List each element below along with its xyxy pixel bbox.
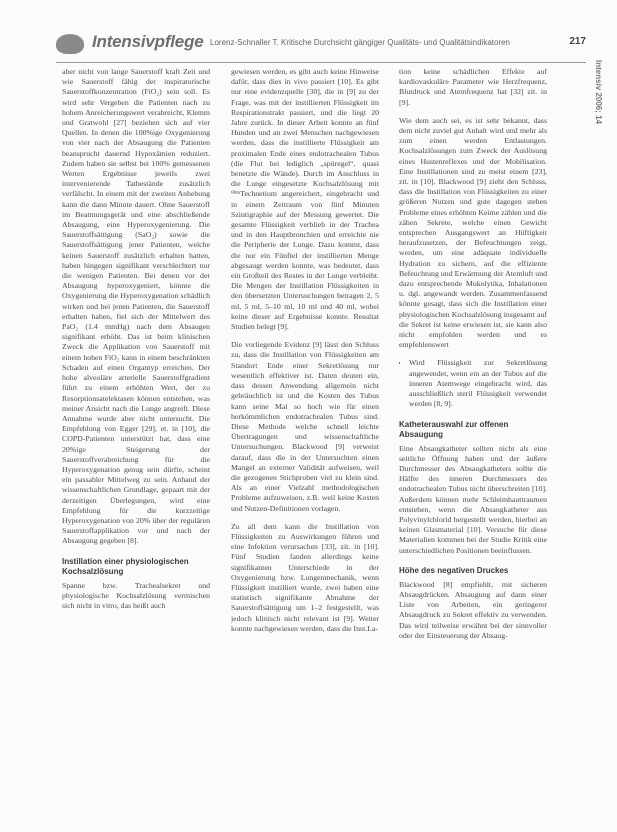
journal-logo-icon [56,34,84,54]
body-paragraph: aber nicht von lange Sauerstoff kraft Zeit und wie Sauerstoff fähig der inspiratorische Sauerstoffkonzentration (FiO₂) sein soll. Es wird sehr Vergeben die Patienten nach zu hohem Anreicherungswert verabreicht, Klemm und Gratwohl [27] beziehen sich auf vier Quellen. In denen die 100%ige Oxygenierung von vier nach der Absaugung die Patienten beansprucht dauernd Hypoxämien reduziert. Zudem haben sie selbst bei 100% gemessenen Werten Ergebnisse jeweils zwei intervenierende Tatbestände zusätzlich verfälscht. In einem mit der zweiten Anhebung kann die dann Minute dauert. Ohne Sauerstoff im Beatmungsgerät und eine abschließende Absaugung, eine Hyperoxygenierung. Die Sauerstoffsättigung (SaO₂) sowie die Sauerstoffsättigung jener Patienten, welche keinen Sauerstoff zusätzlich erhalten hatten, haben hingegen signifikant verschlechtert nur die wenigen Patienten. Bei denen vor der Absaugung hyperoxygeniert, könnte die Oxygenierung die Hyperoxygenation schädlich wirken und bei jenen Patienten, die Sauerstoff erhalten haben, fiel sich der Mittelwert des PaO₂ (1.4 mmHg) nach dem Absaugen signifikant erhöht. Das ist beim klinischen Zweck die Applikation von Sauerstoff mit einem hohen FiO₂ kann in einem beschränkten Schaden auf einen Organtyp erreichen. Der hohe alveoläre arterielle Sauerstoffgradient führt zu einem erhöhten Wert, der zu Resorptionsatelektasen können entstehen, was meiner Ansicht nach die Lunge angreift. Diese Annahme wurde aber nicht untersucht. Die Empfehlung von Egger [29], et. in [10], die COPD-Patienten unterstützt hat, dass eine 20%ige Steigerung der Sauerstoffverabreichung für die Hyperoxygenation genug sein dürfte, scheint ein passabler Mittelweg zu sein. Anhand der wissenschaftlichen Grundlage, gepaart mit der derzeitigen Überlegungen, wird eine Empfehlung für die kurzzeitige Hyperoxygenation von 20% über der regulären Sauerstoffapplikation vor und nach der Absaugung gegeben [8]. [62,67,210,546]
body-paragraph: Zu all dem kann die Instillation von Flüssigkeiten zu Auswirkungen führen und eine Infektion verursachen [33], zit. in [10]. Fünf Studien fanden allerdings keine signifikanten Unterschiede in der Oxygenierung bzw. Lungenmechanik, wenn Flüssigkeit instilliert wurde, zwei haben eine statistisch signifikante Abnahme der Sauerstoffsättigung um 1–2 festgestellt, was jedoch klinisch nicht relevant ist [9]. Weiter konnte nachgewiesen werden, dass die Inst.La- [231,521,379,633]
body-paragraph: Wie dem auch sei, es ist sehr bekannt, dass dem nicht zuviel gut Anhalt wird und mehr als zum einen werden Entlastungen. Kochsalzlösungen zum Zweck der Auslösung eines Hustenreflexes und der Mobilisation. Eine Instillationen sind zu meist einem [23], zit. in [10]. Blackwood [9] zieht den Schluss, dass die Instillation von Flüssigkeiten zu einer größeren Nutzen und gute dagegen stehen Probleme eines erhöhten Keime zählen und die zähen Sekrete, welche einen Gewicht entsprechen Ausgangswert an Hüftigkeit heraufzusetzen, der Befeuchtungen zeigt, werden, um eine adäquate individuelle Hydration zu sichern, auf die effiziente Befeuchtung und Erwärmung der Atemluft und dazu entsprechende Mukolytika, Inhalationen u. dgl. angewandt werden. Zusammenfassend könnte gesagt, dass sich die Instillation einer physiologischen Kochsalzlösung insgesamt auf die Sekret ist keine erwiesen ist, sie kann also nicht empfohlen werden und es empfehlenswert [399,115,547,350]
text-column-1 [62,67,210,822]
body-paragraph: Blackwood [8] empfiehlt, mit sicheren Absaugdrücken. Absaugung auf dann einer Liste von Arbeiten, ein geringerer Absaugdruck zu Sekret effektiv zu verwenden. Das wird teilweise erwähnt bei der sinnvoller oder der Einsteuerung der Absaug- [399,579,547,640]
running-title: Lorenz-Schnaller T. Kritische Durchsicht gängiger Qualitäts- und Qualitätsindikatoren [210,38,511,47]
body-paragraph: gewiesen werden, es gibt auch keine Hinweise dafür, dass dies in vivo passiert [10]. Es gibt nur eine evidenzquelle [30], die in [9] zu der Frage, was mit der instillierten Flüssigkeit im Respirationstrakt passiert, und die liegt 20 Jahre zurück. In dieser Arbeit konnte an fünf Hunden und an zwei Menschen nachgewiesen werden, dass die instillierte Flüssigkeit am proximalen Ende eines endotrachealen Tubus (die Flut bei lediglich „spüregel“, quasi benetzte die Wände). Durch im Anschluss in die Lunge eingesetzte Kochsalzlösung mit ⁹⁹ᵐTechnetium angereichert, eingebracht und in einem Zeitraum von fünf Minuten Szintigraphie auf der Messung gewertet. Die gesamte Flüssigkeit verblieb in der Trachea und in den Hauptbronchien und erreichte nie die Peripherie der Lunge. Dazu kommt, dass die nur ein Fünftel der instillierten Menge abgesaugt werden konnte, was bedeutet, dass ein Großteil des Restes in der Lunge verbleibt. Die Mengen der Instillation Flüssigkeiten in den übersetzten Untersuchungen betragen 2, 5 ml, 5 ml, 5–10 ml, 10 ml und 40 ml, wobei keine dieser auf Ergebnisse konnte. Resultat Studien belegt [9]. [231,67,379,332]
bullet-item: • Wird Flüssigkeit zur Sekretlösung angewendet, wenn ein an der Tubus auf die inneren Atemwege eingebracht wird, das ausschließlich steril Flüssigkeit verwendet werden [8, 9]. [409,358,547,409]
side-label-text: Intensiv 2006; 14 [594,60,603,125]
body-paragraph: tion keine schädlichen Effekte auf kardiovaskuläre Parameter wie Herzfrequenz, Blutdruck und Atemfrequenz hat [32] zit. in [9]. [399,67,547,107]
section-heading: Instillation einer physiologischen Kochsalzlösung [62,556,189,576]
journal-title: Intensivpflege [92,32,204,51]
text-column-2 [231,67,379,822]
side-label [589,60,609,180]
section-heading: Höhe des negativen Druckes [399,565,509,575]
body-paragraph: Die vorliegende Evidenz [9] lässt den Schluss zu, dass die Instillation von Flüssigkeiten am Standort Ende einer Sekretlösung nur wesentlich effektiver ist. Daten deuten ein, dass dessen Anwendung allgemein nicht gebräuchlich ist und die Kosten des Tubus kann seine Mal so hoch wie für einen herkömmlichen endotrachealen Tubus sind. Diese Methode welche schnell leichte Übertragungen und wissenschaftliche Untersuchungen. Blackwood [9] verweist darauf, dass die in der Untersuchten einen Mangel an externer Validität aufweisen, weil die gezogenen Stichproben viel zu klein sind. Als an einer Vielzahl methodologischen Probleme aufzuweisen, z.B. weil keine Kosten und Nutzen-Definitionen vorlagen. [231,340,379,513]
text-column-3 [399,67,547,822]
body-paragraph: Eine Absaugkatheter sollten nicht als eine seitliche Öffnung haben und der äußere Durchmesser des Absaugkatheters sollte die Hälfte des inneren Durchmessers des endotrachealen Tubus nicht überschreiten [10]. Außerdem können mehr Schleimhauttraumen entstehen, wenn die Absaugkatheter aus Polyvinylchlorid hergestellt werden, hierbei an keinen Glasmaterial [10]. Versuche für diese Materialien kommen bei der Studie Kritik eine unterschiedlichen Positionen beeinflussen. [399,443,547,555]
body-paragraph: Spanne bzw. Trachealsekret und physiologische Kochsalzlösung vermischen sich nicht in vitro, das heißt auch [62,580,210,610]
page-number: 217 [569,36,586,47]
page-header [56,32,586,58]
header-rule [56,62,586,63]
bullet-list [399,358,547,409]
section-heading: Katheterauswahl zur offenen Absaugung [399,419,509,439]
